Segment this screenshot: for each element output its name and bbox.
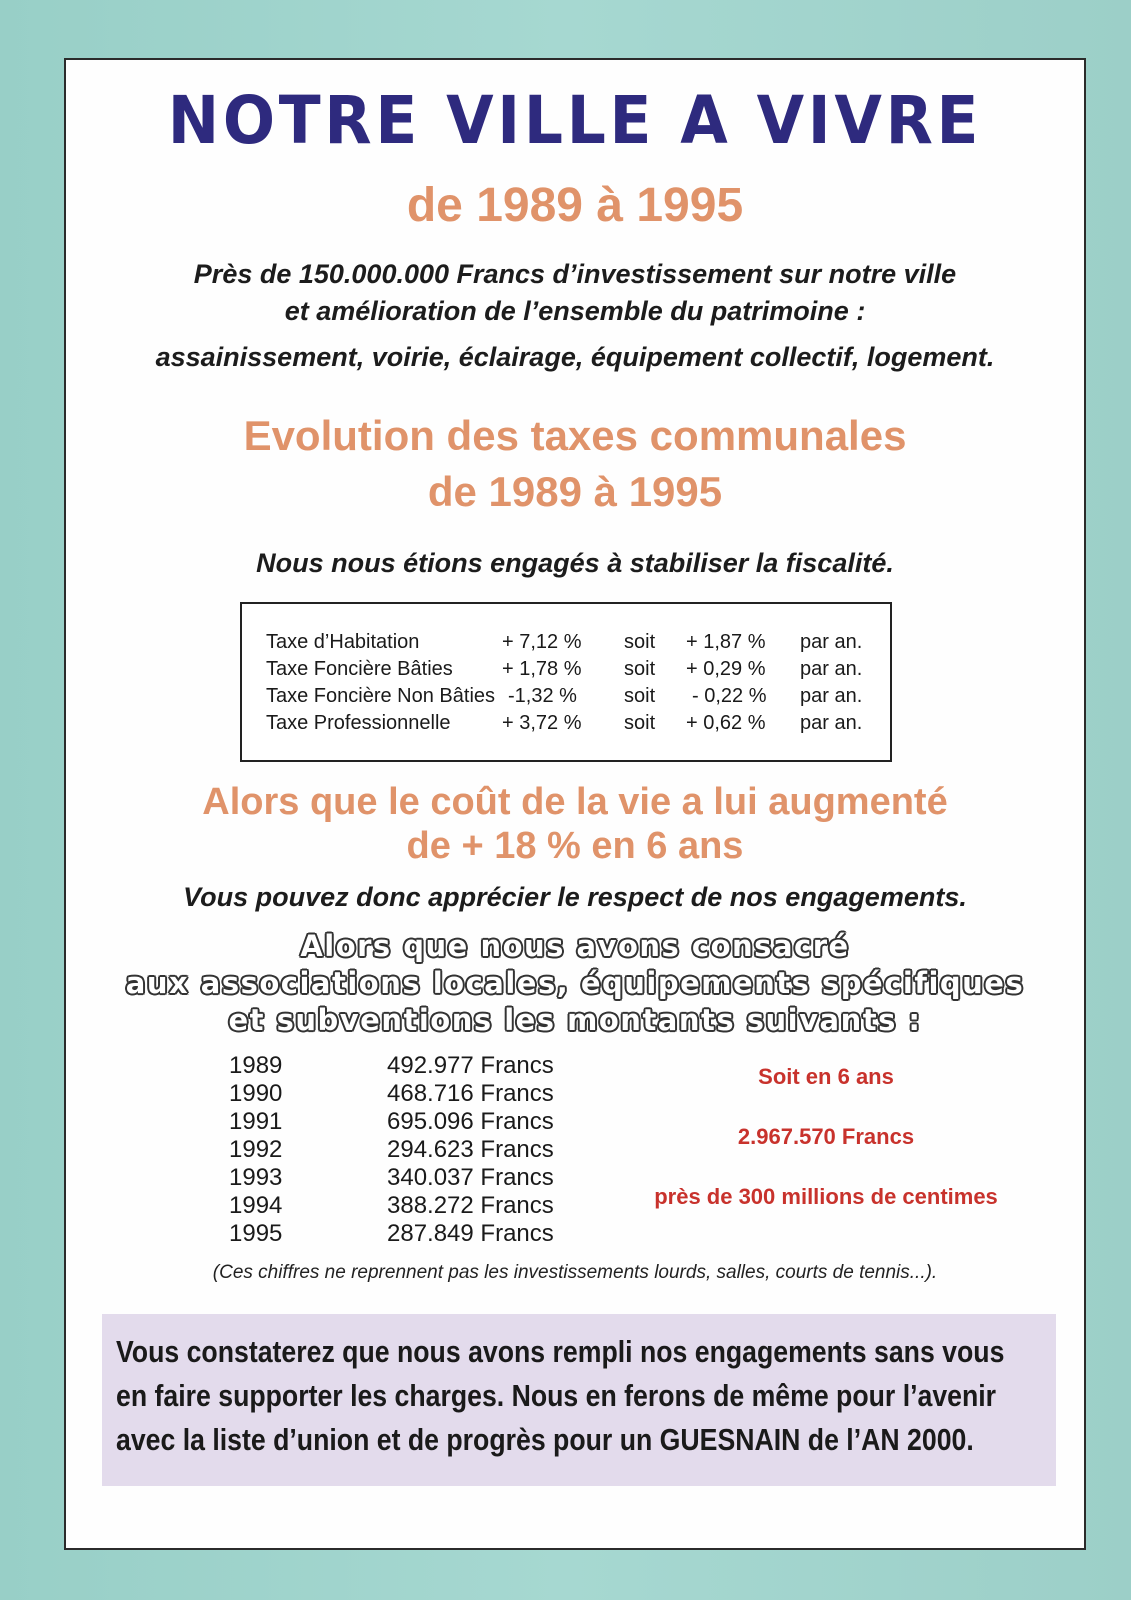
cost-line-2: de + 18 % en 6 ans	[406, 825, 744, 867]
tax-name: Taxe d’Habitation	[266, 631, 420, 653]
intro-line-3: assainissement, voirie, éclairage, équipement collectif, logement.	[155, 342, 995, 372]
tax-name: Taxe Foncière Bâties	[266, 658, 453, 680]
assoc-line-2: aux associations locales, équipements spécifiques	[125, 966, 1025, 1000]
flyer-page	[64, 58, 1086, 1550]
summary-centimes: près de 300 millions de centimes	[654, 1184, 998, 1209]
amount-year: 1990	[229, 1080, 283, 1107]
amount-value: 468.716 Francs	[387, 1080, 554, 1107]
intro-line-1: Près de 150.000.000 Francs d’investissement sur notre ville	[193, 259, 957, 289]
tax-total: -1,32 %	[508, 685, 577, 707]
tax-annual: + 0,62 %	[686, 712, 766, 734]
tax-soit: soit	[624, 631, 656, 653]
tax-annual: + 1,87 %	[686, 631, 766, 653]
closing-line-1: Vous constaterez que nous avons rempli nos engagements sans vous	[116, 1334, 1005, 1369]
amount-value: 388.272 Francs	[387, 1192, 554, 1219]
footnote: (Ces chiffres ne reprennent pas les investissements lourds, salles, courts de tennis...).	[212, 1262, 938, 1283]
closing-line-2: en faire supporter les charges. Nous en ferons de même pour l’avenir	[116, 1378, 997, 1413]
period-subtitle: de 1989 à 1995	[406, 179, 744, 232]
closing-line-3: avec la liste d’union et de progrès pour un GUESNAIN de l’AN 2000.	[116, 1422, 974, 1457]
tax-annual: + 0,29 %	[686, 658, 766, 680]
evolution-line-2: de 1989 à 1995	[427, 468, 723, 515]
amount-year: 1993	[229, 1164, 283, 1191]
evolution-line-1: Evolution des taxes communales	[243, 412, 907, 459]
page-title: NOTRE VILLE A VIVRE	[167, 82, 983, 159]
assoc-line-3: et subventions les montants suivants :	[228, 1003, 922, 1037]
associations-heading	[66, 928, 1084, 1039]
tax-soit: soit	[624, 658, 656, 680]
tax-soit: soit	[624, 685, 656, 707]
tax-total: + 1,78 %	[502, 658, 582, 680]
amount-year: 1995	[229, 1220, 283, 1247]
amount-value: 695.096 Francs	[387, 1108, 554, 1135]
respect-statement: Vous pouvez donc apprécier le respect de nos engagements.	[183, 882, 967, 912]
tax-per: par an.	[800, 631, 863, 653]
tax-evolution-heading	[66, 408, 1084, 520]
assoc-line-1: Alors que nous avons consacré	[300, 929, 850, 963]
closing-box	[102, 1314, 1056, 1486]
tax-total: + 3,72 %	[502, 712, 582, 734]
tax-per: par an.	[800, 712, 863, 734]
amount-year: 1994	[229, 1192, 283, 1219]
investment-intro	[66, 256, 1084, 330]
closing-text	[116, 1330, 1045, 1462]
tax-total: + 7,12 %	[502, 631, 582, 653]
amount-year: 1991	[229, 1108, 283, 1135]
summary-label: Soit en 6 ans	[758, 1064, 894, 1089]
summary-total: 2.967.570 Francs	[737, 1124, 915, 1149]
tax-soit: soit	[624, 712, 656, 734]
tax-table	[240, 602, 892, 762]
tax-per: par an.	[800, 685, 863, 707]
tax-name: Taxe Foncière Non Bâties	[266, 685, 496, 707]
tax-name: Taxe Professionnelle	[266, 712, 451, 734]
amount-year: 1992	[229, 1136, 283, 1163]
cost-line-1: Alors que le coût de la vie a lui augmenté	[202, 781, 948, 823]
tax-per: par an.	[800, 658, 863, 680]
cost-of-living-heading	[66, 780, 1084, 868]
amount-value: 294.623 Francs	[387, 1136, 554, 1163]
amount-value: 492.977 Francs	[387, 1052, 554, 1079]
intro-line-2: et amélioration de l’ensemble du patrimoine :	[284, 296, 866, 326]
engagement-statement: Nous nous étions engagés à stabiliser la fiscalité.	[256, 548, 894, 578]
amount-value: 340.037 Francs	[387, 1164, 554, 1191]
amount-value: 287.849 Francs	[387, 1220, 554, 1247]
amount-year: 1989	[229, 1052, 283, 1079]
tax-annual: - 0,22 %	[692, 685, 767, 707]
